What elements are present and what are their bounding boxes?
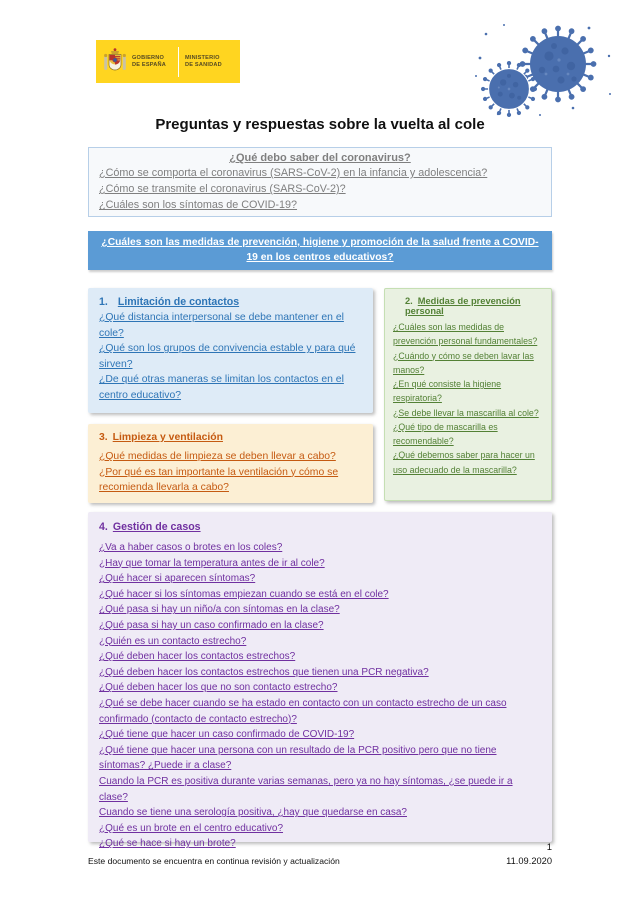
question-link[interactable]: ¿Va a haber casos o brotes en los coles? <box>99 542 283 553</box>
question-link[interactable]: ¿Qué distancia interpersonal se debe mantener en el cole? <box>99 312 344 339</box>
question-link[interactable]: ¿Qué tipo de mascarilla es recomendable? <box>393 421 498 446</box>
page-number: 1 <box>546 842 552 853</box>
logo-divider <box>178 47 179 77</box>
box-title-link[interactable]: Medidas de prevención personal <box>405 296 521 316</box>
intro-question-list <box>99 165 541 214</box>
box-number: 4. <box>99 521 108 533</box>
question-link[interactable]: ¿Qué deben hacer los contactos estrechos? <box>99 651 296 663</box>
question-link[interactable]: ¿Qué es un brote en el centro educativo? <box>99 822 284 834</box>
question-link[interactable]: ¿Qué hacer si aparecen síntomas? <box>99 573 256 585</box>
box-title-link[interactable]: Limitación de contactos <box>117 296 240 308</box>
question-link[interactable]: ¿Cuáles son las medidas de prevención personal fundamentales? <box>393 322 538 347</box>
question-link[interactable]: ¿Qué pasa si hay un caso confirmado en la clase? <box>99 619 324 631</box>
question-list <box>393 320 545 477</box>
box-title <box>99 296 362 308</box>
intro-box <box>88 147 552 217</box>
question-link[interactable]: ¿Quién es un contacto estrecho? <box>99 635 247 647</box>
box-title-link[interactable]: Limpieza y ventilación <box>112 432 223 443</box>
coronavirus-icon <box>468 18 618 120</box>
question-link[interactable]: ¿Cuáles son los síntomas de COVID-19? <box>99 199 298 212</box>
question-link[interactable]: ¿Qué tiene que hacer una persona con un resultado de la PCR positivo pero que no tiene síntomas? ¿Puede ir a clase? <box>99 744 497 772</box>
footer-note: Este documento se encuentra en continua revisión y actualización <box>88 856 340 866</box>
section-banner-link[interactable]: ¿Cuáles son las medidas de prevención, higiene y promoción de la salud frente a COVID-19 en los centros educativos? <box>88 231 552 270</box>
box-medidas-de-prevencion-personal <box>384 288 552 501</box>
box-gestion-de-casos <box>88 512 552 850</box>
box-limitacion-de-contactos <box>88 288 373 413</box>
question-link[interactable]: ¿Qué se debe hacer cuando se ha estado en contacto con un contacto estrecho de un caso confirmado (contacto de contacto estrecho)? <box>99 697 507 725</box>
gobierno-de-espana-logo <box>96 40 240 83</box>
box-title <box>393 296 545 316</box>
question-link[interactable]: ¿De qué otras maneras se limitan los contactos en el centro educativo? <box>99 374 344 402</box>
page-title: Preguntas y respuestas sobre la vuelta al cole <box>155 116 485 133</box>
footer <box>88 856 552 866</box>
footer-date: 11.09.2020 <box>506 856 552 866</box>
question-link[interactable]: ¿Hay que tomar la temperatura antes de ir al cole? <box>99 557 325 569</box>
logo-text-government: GOBIERNO DE ESPAÑA <box>132 54 167 68</box>
box-number: 1. <box>99 296 108 308</box>
question-link[interactable]: ¿Qué deben hacer los que no son contacto estrecho? <box>99 682 338 694</box>
question-link[interactable]: ¿Cuándo y cómo se deben lavar las manos? <box>393 350 534 375</box>
question-list <box>99 310 362 404</box>
box-title <box>99 521 541 533</box>
question-link[interactable]: ¿Se debe llevar la mascarilla al cole? <box>393 407 539 418</box>
question-link[interactable]: ¿Qué son los grupos de convivencia estable y para qué sirven? <box>99 343 356 370</box>
logo-text-ministry: MINISTERIO DE SANIDAD <box>185 54 222 68</box>
coat-of-arms-icon <box>103 47 127 77</box>
question-list <box>99 449 362 496</box>
question-link[interactable]: ¿Cómo se comporta el coronavirus (SARS-CoV-2) en la infancia y adolescencia? <box>99 167 488 179</box>
box-number: 2. <box>405 296 413 306</box>
question-link[interactable]: ¿Qué debemos saber para hacer un uso adecuado de la mascarilla? <box>393 450 535 475</box>
question-link[interactable]: ¿En qué consiste la higiene respiratoria? <box>393 379 502 404</box>
question-link[interactable]: ¿Qué medidas de limpieza se deben llevar a cabo? <box>99 451 336 462</box>
intro-box-title-link[interactable]: ¿Qué debo saber del coronavirus? <box>229 152 411 164</box>
question-link[interactable]: ¿Cómo se transmite el coronavirus (SARS-CoV-2)? <box>99 183 346 196</box>
question-link[interactable]: ¿Qué se hace si hay un brote? <box>99 838 236 850</box>
box-number: 3. <box>99 432 108 443</box>
question-link[interactable]: ¿Qué tiene que hacer un caso confirmado de COVID-19? <box>99 729 355 741</box>
question-link[interactable]: ¿Por qué es tan importante la ventilación y cómo se recomienda llevarla a cabo? <box>99 466 339 494</box>
box-title-link[interactable]: Gestión de casos <box>112 521 201 533</box>
question-link[interactable]: ¿Qué deben hacer los contactos estrechos que tienen una PCR negativa? <box>99 666 429 678</box>
box-title <box>99 432 362 443</box>
question-link[interactable]: Cuando la PCR es positiva durante varias semanas, pero ya no hay síntomas, ¿se puede ir a clase? <box>99 775 513 803</box>
question-link[interactable]: ¿Qué hacer si los síntomas empiezan cuando se está en el cole? <box>99 588 389 600</box>
box-limpieza-y-ventilacion <box>88 424 373 503</box>
question-link[interactable]: Cuando se tiene una serología positiva, ¿hay que quedarse en casa? <box>99 807 407 819</box>
question-list <box>99 540 541 852</box>
question-link[interactable]: ¿Qué pasa si hay un niño/a con síntomas en la clase? <box>99 604 340 616</box>
